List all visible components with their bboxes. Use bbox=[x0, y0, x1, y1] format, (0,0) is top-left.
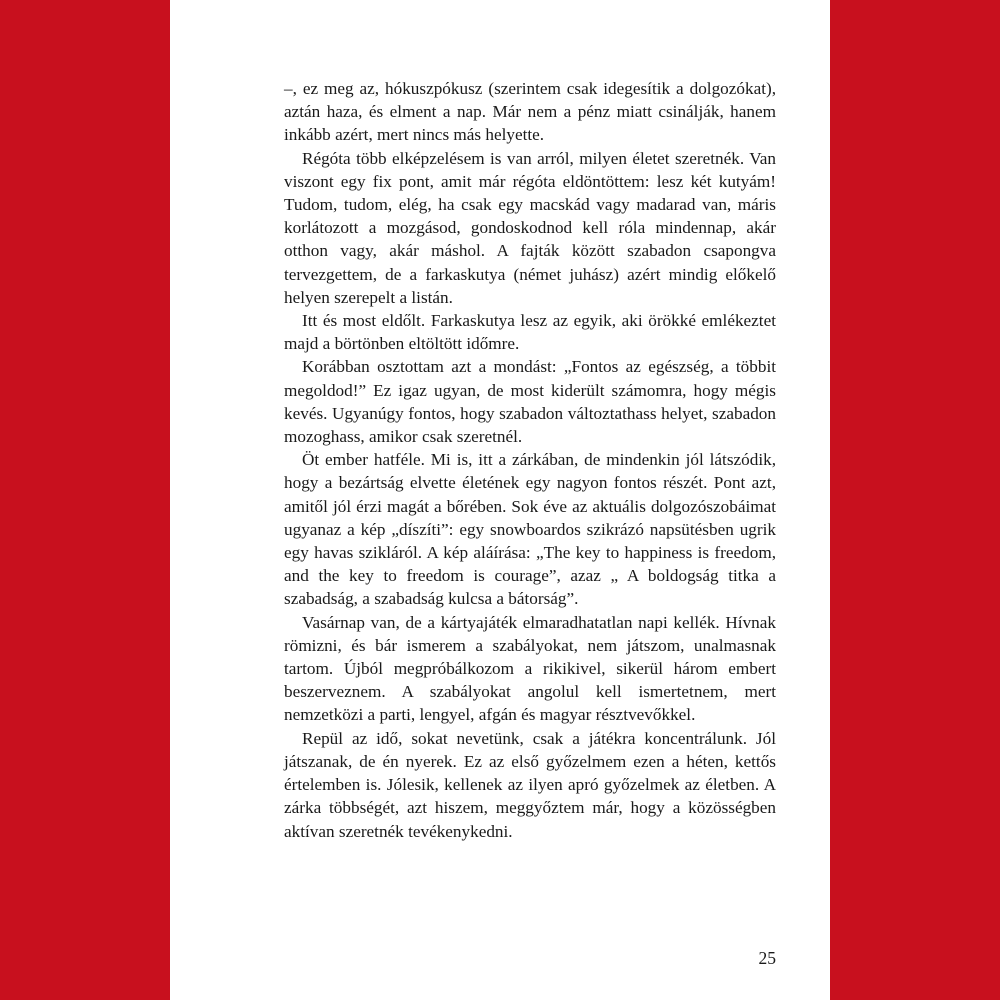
paragraph-4: Korábban osztottam azt a mondást: „Fontos az egészség, a többit megoldod!” Ez igaz ugyan, de most kiderült számomra, hogy mégis kevés. Ugyanúgy fontos, hogy szabadon változtathass helyet, szabadon mozoghass, amikor csak szeretnél. bbox=[284, 357, 776, 447]
body-text bbox=[284, 77, 776, 843]
paragraph-7: Repül az idő, sokat nevetünk, csak a játékra koncentrálunk. Jól játszanak, de én nyerek. Ez az első győzelmem ezen a héten, kettős értelemben is. Jólesik, kellenek az ilyen apró győzelmek az életben. A zárka többségét, azt hiszem, meggyőztem már, hogy a közösségben aktívan szeretnék tevékenykedni. bbox=[284, 728, 776, 841]
paragraph-1: –, ez meg az, hókuszpókusz (szerintem csak idegesítik a dolgozókat), aztán haza, és elment a nap. Már nem a pénz miatt csinálják, hanem inkább azért, mert nincs más helyette. bbox=[284, 79, 776, 145]
paragraph-3: Itt és most eldőlt. Farkaskutya lesz az egyik, aki örökké emlékeztet majd a börtönben eltöltött időmre. bbox=[284, 311, 776, 354]
paragraph-5: Öt ember hatféle. Mi is, itt a zárkában, de mindenkin jól látszódik, hogy a bezártság elvette életének egy nagyon fontos részét. Pont azt, amitől jól érzi magát a bőrében. Sok éve az aktuális dolgozószobáimat ugyanaz a kép „díszíti”: egy snowboardos szikrázó napsütésben ugrik egy havas szikláról. A kép aláírása: „The key to happiness is freedom, and the key to freedom is courage”, azaz „ A boldogság titka a szabadság, a szabadság kulcsa a bátorság”. bbox=[284, 450, 776, 609]
paragraph-2: Régóta több elképzelésem is van arról, milyen életet szeretnék. Van viszont egy fix pont, amit már régóta eldöntöttem: lesz két kutyám! Tudom, tudom, elég, ha csak egy macskád vagy madarad van, máris korlátozott a mozgásod, gondoskodnod kell róla mindennap, akár otthon vagy, akár máshol. A fajták között szabadon csapongva tervezgettem, de a farkaskutya (német juhász) azért mindig előkelő helyen szerepelt a listán. bbox=[284, 148, 776, 307]
paragraph-6: Vasárnap van, de a kártyajáték elmaradhatatlan napi kellék. Hívnak römizni, és bár ismerem a szabályokat, nem játszom, unalmasnak tartom. Újból megpróbálkozom a rikikivel, sikerül három embert beszerveznem. A szabályokat angolul kell ismertetnem, mert nemzetközi a parti, lengyel, afgán és magyar résztvevőkkel. bbox=[284, 612, 776, 725]
book-page bbox=[170, 0, 830, 1000]
page-number: 25 bbox=[758, 948, 776, 968]
